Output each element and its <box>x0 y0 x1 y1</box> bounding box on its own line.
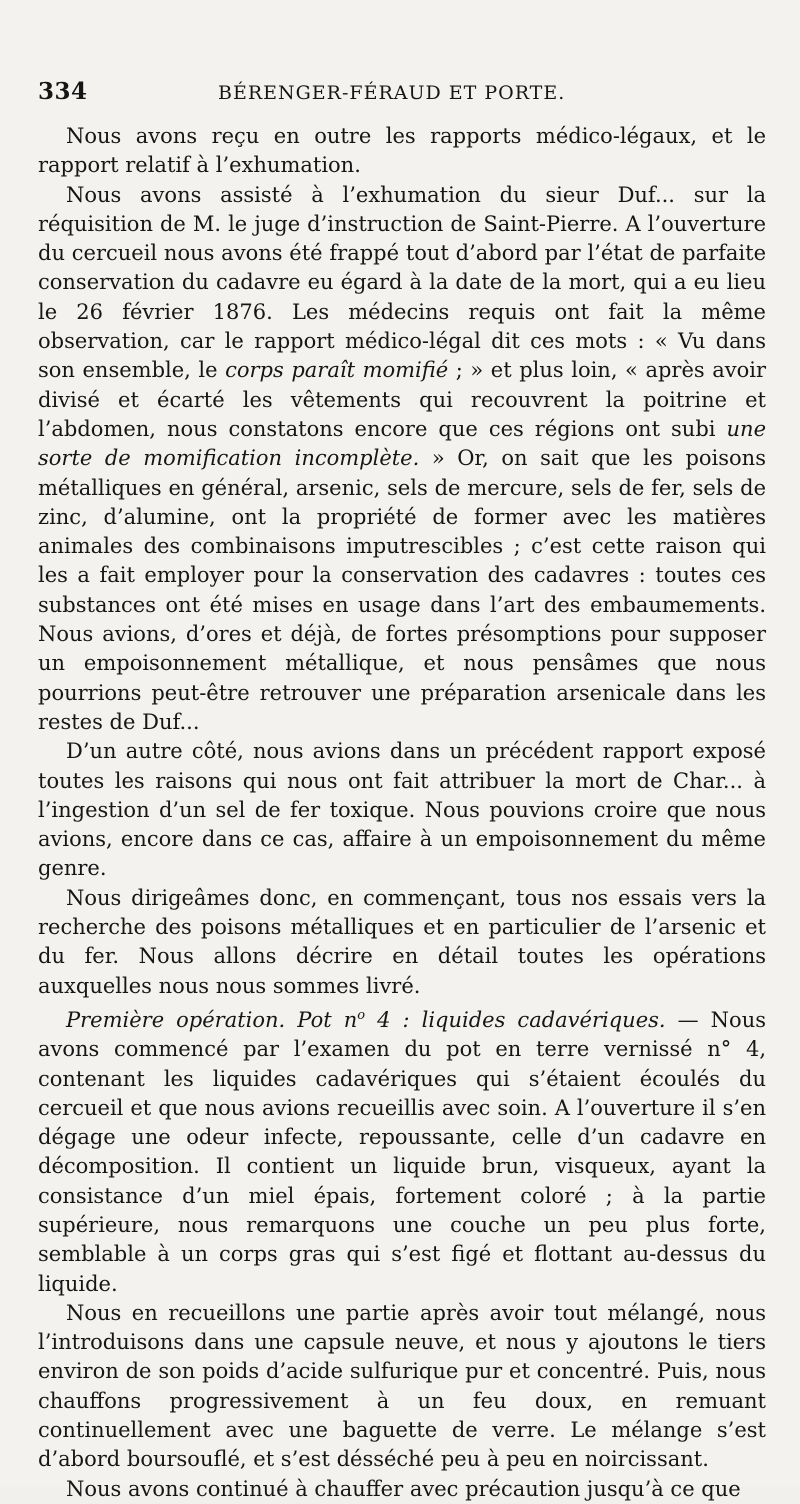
text-segment: Nous avons reçu en outre les rapports médico-légaux, et le rapport relatif à l’exhumation. <box>38 124 766 178</box>
paragraph <box>38 884 766 1001</box>
text-segment: Nous avons continué à chauffer avec précaution jusqu’à ce que <box>66 1476 741 1501</box>
text-segment: D’un autre côté, nous avions dans un précédent rapport exposé toutes les raisons qui nous ont fait attribuer la mort de Char... à l’ingestion d’un sel de fer toxique. Nous pouvions croire que nous avions, encore dans ce cas, affaire à un empoisonnement du même genre. <box>38 739 766 881</box>
text-segment: — Nous avons commencé par l’examen du pot en terre vernissé n° 4, contenant les liquides cadavériques qui s’étaient écoulés du cercueil et que nous avions recueillis avec soin. A l’ouverture il s’en dégage une odeur infecte, repoussante, celle d’un cadavre en décomposition. Il contient un liquide brun, visqueux, ayant la consistance d’un miel épais, fortement coloré ; à la partie supérieure, nous remarquons une couche un peu plus forte, semblable à un corps gras qui s’est figé et flottant au-dessus du liquide. <box>38 1007 766 1296</box>
text-segment: ; » et plus loin, « après avoir divisé et écarté les vêtements qui recouvrent la poitrine et l’abdomen, nous constatons encore que ces régions ont subi <box>38 358 767 441</box>
paragraph <box>38 122 766 181</box>
text-segment: Nous avons assisté à l’exhumation du sieur Duf... sur la réquisition de M. le juge d’instruction de Saint-Pierre. A l’ouverture du cercueil nous avons été frappé tout d’abord par l’état de parfaite conservation du cadavre eu égard à la date de la mort, qui a eu lieu le 26 février 1876. Les médecins requis ont fait la même observation, car le rapport médico-légal dit ces mots : « Vu dans son ensemble, le <box>38 182 766 383</box>
paragraph <box>38 181 766 738</box>
body-text <box>38 122 766 1504</box>
italic-text-segment: corps paraît momifié <box>225 358 449 383</box>
page-number: 334 <box>38 78 88 105</box>
section-title: 4 : liquides cadavériques. <box>365 1007 666 1032</box>
section-title-superscript: o <box>357 1007 366 1023</box>
paragraph <box>38 1001 766 1299</box>
section-title: Première opération. Pot n <box>66 1007 358 1032</box>
page-header <box>38 78 766 122</box>
text-segment: Nous dirigeâmes donc, en commençant, tous nos essais vers la recherche des poisons métalliques et en particulier de l’arsenic et du fer. Nous allons décrire en détail toutes les opérations auxquelles nous nous sommes livré. <box>38 885 766 998</box>
italic-text-segment: une sorte de momification incomplète. <box>38 416 766 471</box>
text-segment: Nous en recueillons une partie après avoir tout mélangé, nous l’introduisons dans une capsule neuve, et nous y ajoutons le tiers environ de son poids d’acide sulfurique pur et concentré. Puis, nous chauffons progressivement à un feu doux, en remuant continuellement avec une baguette de verre. Le mélange s’est d’abord boursouflé, et s’est désséché peu à peu en noircissant. <box>38 1300 766 1472</box>
text-segment: » Or, on sait que les poisons métalliques en général, arsenic, sels de mercure, sels de fer, sels de zinc, d’alumine, ont la propriété de former avec les matières animales des combinaisons imputrescibles ; c’est cette raison qui les a fait employer pour la conservation des cadavres : toutes ces substances ont été mises en usage dans l’art des embaumements. Nous avions, d’ores et déjà, de fortes présomptions pour supposer un empoisonnement métallique, et nous pensâmes que nous pourrions peut-être retrouver une préparation arsenicale dans les restes de Duf... <box>38 446 766 734</box>
running-head: BÉRENGER-FÉRAUD ET PORTE. <box>218 82 566 104</box>
paragraph <box>38 1475 766 1504</box>
paragraph <box>38 737 766 883</box>
paragraph <box>38 1299 766 1475</box>
